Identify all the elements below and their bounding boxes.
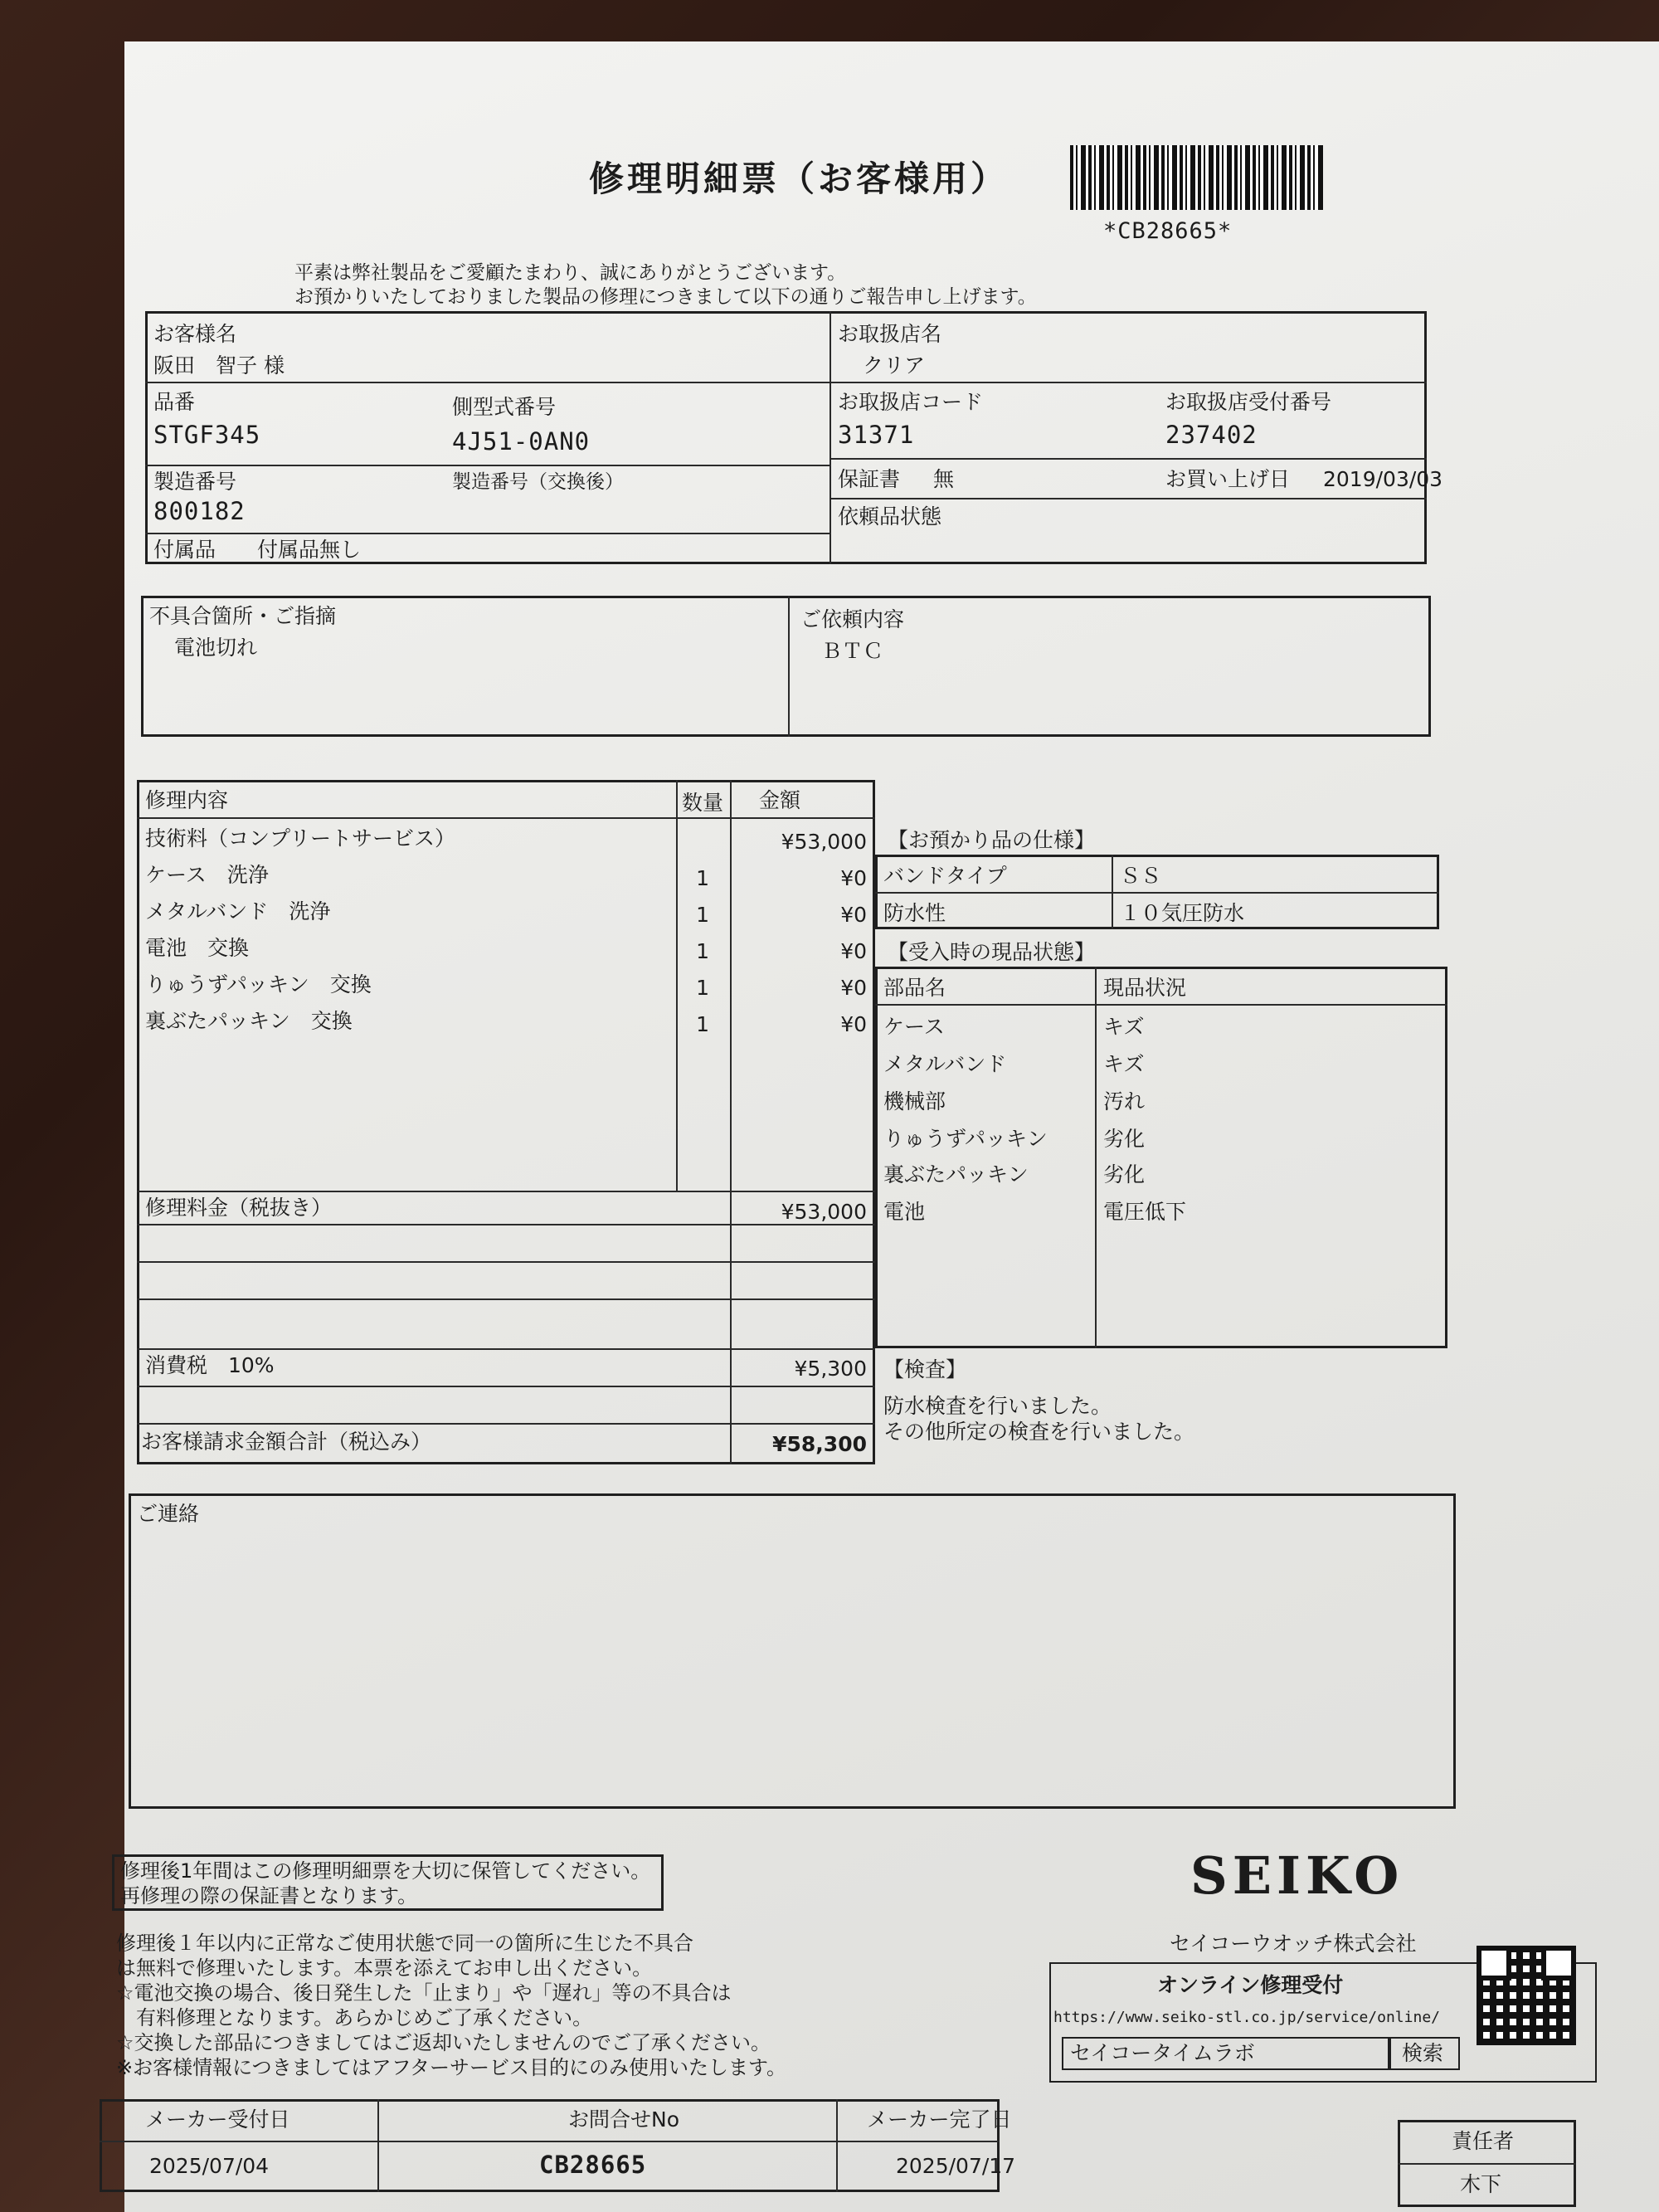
repair-item-name: ケース 洗浄 (145, 863, 269, 887)
maker-receipt-date-value: 2025/07/04 (149, 2154, 270, 2178)
repair-statement-sheet (116, 41, 1659, 2212)
customer-value: 阪田 智子 様 (153, 353, 285, 378)
condition-section-label: 【受入時の現品状態】 (888, 940, 1096, 964)
request-value: ＢＴＣ (821, 639, 884, 663)
contact-box (129, 1493, 1456, 1809)
search-button-label: 検索 (1402, 2041, 1444, 2065)
contact-label: ご連絡 (137, 1502, 200, 1526)
accessories-value: 付属品無し (257, 538, 362, 562)
repair-item-qty: 1 (696, 976, 709, 1000)
repair-item-qty: 1 (696, 939, 709, 963)
request-label: ご依頼内容 (800, 607, 905, 631)
company-name: セイコーウオッチ株式会社 (1170, 1932, 1417, 1956)
tax-value: ¥5,300 (794, 1357, 867, 1381)
shop-code-label: お取扱店コード (838, 390, 984, 414)
condition-status: 汚れ (1103, 1089, 1146, 1113)
shop-receipt-label: お取扱店受付番号 (1165, 390, 1332, 414)
repair-item-amount: ¥53,000 (781, 830, 867, 854)
shop-receipt-value: 237402 (1165, 421, 1258, 449)
repair-item-qty: 1 (696, 903, 709, 927)
total-label: お客様請求金額合計（税込み） (141, 1430, 432, 1454)
warranty-label: 保証書 (838, 467, 901, 491)
condition-part: 機械部 (883, 1089, 946, 1113)
shop-label: お取扱店名 (838, 322, 942, 346)
condition-status: キズ (1103, 1052, 1145, 1076)
accessories-label: 付属品 (153, 538, 216, 562)
band-type-value: ＳＳ (1120, 864, 1162, 888)
condition-status: 劣化 (1103, 1127, 1146, 1151)
repair-item-name: 電池 交換 (145, 936, 250, 960)
condition-status: 劣化 (1103, 1162, 1146, 1186)
note-line-4: 有料修理となります。あらかじめご了承ください。 (116, 2006, 593, 2029)
defect-label: 不具合箇所・ご指摘 (149, 604, 337, 628)
condition-part: 裏ぶたパッキン (883, 1162, 1029, 1186)
condition-part: ケース (883, 1015, 945, 1039)
repair-header-amount: 金額 (759, 788, 801, 812)
item-condition-label: 依頼品状態 (838, 504, 942, 529)
purchase-date-label: お買い上げ日 (1165, 467, 1291, 491)
repair-item-amount: ¥0 (840, 866, 867, 890)
warranty-value: 無 (933, 467, 955, 491)
repair-item-amount: ¥0 (840, 903, 867, 927)
condition-part: 電池 (883, 1200, 926, 1224)
shop-value: クリア (863, 353, 926, 378)
condition-header-status: 現品状況 (1103, 976, 1187, 1000)
maker-receipt-date-label: メーカー受付日 (145, 2107, 290, 2132)
keep-notice-line-2: 再修理の際の保証書となります。 (120, 1884, 418, 1907)
inspection-section-label: 【検査】 (883, 1357, 967, 1381)
case-number-label: 側型式番号 (452, 395, 557, 419)
repair-item-name: 裏ぶたパッキン 交換 (145, 1009, 353, 1033)
seiko-logo: SEIKO (1190, 1845, 1404, 1906)
greeting-line-1: 平素は弊社製品をご愛顧たまわり、誠にありがとうございます。 (294, 262, 847, 284)
responsible-person-value: 木下 (1460, 2172, 1502, 2196)
inquiry-number-label: お問合せNo (568, 2107, 679, 2132)
page-title: 修理明細票（お客様用） (589, 158, 1010, 199)
subtotal-label: 修理料金（税抜き） (145, 1196, 333, 1220)
serial-label: 製造番号 (153, 470, 237, 494)
spec-section-label: 【お預かり品の仕様】 (888, 828, 1096, 852)
condition-part: りゅうずパッキン (883, 1127, 1048, 1151)
repair-item-name: りゅうずパッキン 交換 (145, 972, 372, 996)
band-type-label: バンドタイプ (883, 864, 1007, 888)
total-value: ¥58,300 (772, 1432, 867, 1456)
search-box-text: セイコータイムラボ (1070, 2041, 1255, 2065)
inquiry-number-value: CB28665 (539, 2151, 647, 2179)
repair-item-qty: 1 (696, 1012, 709, 1036)
qr-code-icon (1477, 1946, 1576, 2045)
water-resistance-value: １０気圧防水 (1120, 901, 1245, 925)
repair-header-content: 修理内容 (145, 788, 229, 812)
inspection-line-1: 防水検査を行いました。 (883, 1394, 1112, 1418)
inspection-line-2: その他所定の検査を行いました。 (883, 1420, 1195, 1444)
note-line-2: は無料で修理いたします。本票を添えてお申し出ください。 (116, 1956, 653, 1980)
purchase-date-value: 2019/03/03 (1323, 467, 1443, 491)
repair-item-qty: 1 (696, 866, 709, 890)
barcode-text: *CB28665* (1103, 218, 1233, 244)
condition-status: キズ (1103, 1015, 1145, 1039)
subtotal-value: ¥53,000 (781, 1200, 867, 1224)
water-resistance-label: 防水性 (883, 901, 946, 925)
defect-value: 電池切れ (174, 636, 258, 660)
repair-item-amount: ¥0 (840, 939, 867, 963)
condition-status: 電圧低下 (1103, 1200, 1187, 1224)
online-repair-url[interactable]: https://www.seiko-stl.co.jp/service/online/ (1053, 2009, 1440, 2026)
model-label: 品番 (153, 390, 196, 414)
note-line-6: ※お客様情報につきましてはアフターサービス目的にのみ使用いたします。 (116, 2056, 787, 2079)
responsible-person-label: 責任者 (1452, 2129, 1515, 2153)
keep-notice-line-1: 修理後1年間はこの修理明細票を大切に保管してください。 (120, 1859, 651, 1883)
repair-item-name: 技術料（コンプリートサービス） (145, 826, 456, 850)
online-repair-title: オンライン修理受付 (1157, 1973, 1344, 1997)
repair-header-qty: 数量 (682, 791, 724, 815)
shop-code-value: 31371 (838, 421, 915, 449)
model-value: STGF345 (153, 421, 261, 449)
barcode (1070, 145, 1323, 210)
serial-value: 800182 (153, 497, 246, 525)
note-line-3: ☆電池交換の場合、後日発生した「止まり」や「遅れ」等の不具合は (116, 1981, 732, 2005)
tax-label: 消費税 10% (145, 1353, 275, 1377)
note-line-5: ☆交換した部品につきましてはご返却いたしませんのでご了承ください。 (116, 2031, 771, 2054)
condition-part: メタルバンド (883, 1052, 1007, 1076)
serial-new-label: 製造番号（交換後） (452, 471, 624, 493)
condition-table (875, 967, 1447, 1348)
customer-label: お客様名 (153, 322, 237, 346)
note-line-1: 修理後１年以内に正常なご使用状態で同一の箇所に生じた不具合 (116, 1932, 693, 1955)
condition-header-part: 部品名 (883, 976, 946, 1000)
maker-completion-date-value: 2025/07/17 (896, 2154, 1016, 2178)
repair-item-amount: ¥0 (840, 976, 867, 1000)
repair-item-amount: ¥0 (840, 1012, 867, 1036)
maker-completion-date-label: メーカー完了日 (867, 2107, 1012, 2132)
repair-item-name: メタルバンド 洗浄 (145, 899, 331, 923)
case-number-value: 4J51-0AN0 (452, 427, 591, 456)
greeting-line-2: お預かりいたしておりました製品の修理につきまして以下の通りご報告申し上げます。 (294, 286, 1037, 308)
